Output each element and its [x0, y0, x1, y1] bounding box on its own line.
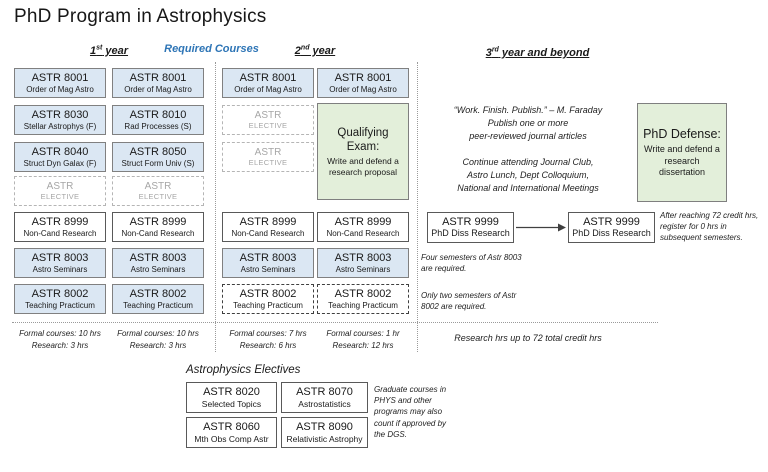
- course-box-astr8010: [112, 105, 204, 135]
- spacer: [433, 143, 623, 156]
- note-astr8002-semesters: Only two semesters of Astr 8002 are required.: [421, 291, 517, 312]
- phd-defense-title: PhD Defense:: [643, 126, 721, 141]
- course-box-astr8002-y2s: [317, 284, 409, 314]
- course-code: ASTR 9999: [442, 215, 499, 228]
- credits-formal: Formal courses: 10 hrs: [19, 329, 101, 338]
- electives-graduate-note: Graduate courses in PHYS and other programs may also count if approved by the DGS.: [374, 385, 447, 439]
- elective-box-y1f: [14, 176, 106, 206]
- course-name: Astrostatistics: [298, 398, 351, 409]
- course-code: ASTR 8999: [239, 215, 297, 228]
- electives-title: Astrophysics Electives: [186, 364, 301, 376]
- course-code: ASTR 8090: [296, 421, 353, 434]
- course-code: ASTR 8050: [129, 145, 187, 158]
- page-title: PhD Program in Astrophysics: [14, 6, 267, 27]
- course-code: ASTR 8003: [31, 251, 89, 264]
- course-code: ASTR 8001: [239, 71, 297, 84]
- course-code: ASTR 8999: [334, 215, 392, 228]
- required-courses-label: Required Courses: [164, 43, 259, 55]
- course-code: ASTR 8060: [203, 421, 260, 434]
- qualifying-exam-desc: Write and defend a research proposal: [327, 156, 399, 177]
- course-box-astr8999-y1f: [14, 212, 106, 242]
- elective-line2: ELECTIVE: [138, 192, 178, 202]
- course-name: Order of Mag Astro: [234, 84, 302, 94]
- elective-box-astr8060: [186, 417, 277, 448]
- course-box-astr8999-y1s: [112, 212, 204, 242]
- course-code: ASTR 8030: [31, 108, 89, 121]
- course-code: ASTR 8003: [334, 251, 392, 264]
- third-year-header: [420, 46, 655, 59]
- note-astr8003-semesters: Four semesters of Astr 8003 are required.: [421, 253, 522, 274]
- first-year-num: 1: [89, 44, 97, 57]
- course-code: ASTR 8070: [296, 386, 353, 399]
- course-code: ASTR 8002: [334, 287, 392, 300]
- phd-defense-box: [637, 103, 727, 202]
- course-code: ASTR 8002: [129, 287, 187, 300]
- course-name: Astro Seminars: [130, 264, 186, 274]
- elective-box-astr8090: [281, 417, 368, 448]
- course-code: ASTR 8001: [334, 71, 392, 84]
- qualifying-exam-box: [317, 103, 409, 200]
- course-box-astr8999-y2s: [317, 212, 409, 242]
- elective-line2: ELECTIVE: [248, 121, 288, 131]
- elective-box-y1s: [112, 176, 204, 206]
- elective-line1: ASTR: [144, 180, 172, 192]
- faraday-quote-block: [433, 104, 623, 195]
- credits-y2s: [308, 328, 418, 352]
- diss-research-box-2: [568, 212, 655, 243]
- first-year-rest: year: [102, 44, 129, 57]
- course-box-astr8002-y1f: [14, 284, 106, 314]
- second-year-sup: nd: [300, 44, 310, 51]
- course-name: Teaching Practicum: [123, 300, 193, 310]
- elective-line1: ASTR: [254, 146, 282, 158]
- elective-box-astr8070: [281, 382, 368, 413]
- elective-box-y2f-1: [222, 105, 314, 135]
- second-year-header: [222, 44, 408, 57]
- elective-line1: ASTR: [254, 109, 282, 121]
- course-box-astr8001-y2s: [317, 68, 409, 98]
- course-code: ASTR 8999: [31, 215, 89, 228]
- third-year-rest: year and beyond: [498, 46, 590, 59]
- credits-y2f: [213, 328, 323, 352]
- course-box-astr8040: [14, 142, 106, 172]
- course-name: Non-Cand Research: [121, 228, 195, 238]
- credits-research: Research: 6 hrs: [239, 341, 297, 350]
- quote-line-3: peer-reviewed journal articles: [469, 131, 587, 142]
- course-name: Teaching Practicum: [328, 300, 398, 310]
- elective-line1: ASTR: [46, 180, 74, 192]
- continue-line-1: Continue attending Journal Club,: [462, 157, 594, 168]
- course-name: Relativistic Astrophy: [286, 433, 363, 444]
- course-name: Non-Cand Research: [326, 228, 400, 238]
- course-code: ASTR 8001: [31, 71, 89, 84]
- course-name: Astro Seminars: [32, 264, 88, 274]
- elective-box-astr8020: [186, 382, 277, 413]
- course-name: Teaching Practicum: [233, 300, 303, 310]
- course-box-astr8001-y2f: [222, 68, 314, 98]
- continue-line-3: National and International Meetings: [457, 183, 599, 194]
- third-year-num: 3: [485, 46, 492, 59]
- course-name: PhD Diss Research: [431, 228, 510, 239]
- elective-box-y2f-2: [222, 142, 314, 172]
- quote-line-1: “Work. Finish. Publish.” – M. Faraday: [453, 105, 603, 115]
- course-name: Mth Obs Comp Astr: [194, 433, 269, 444]
- course-box-astr8030: [14, 105, 106, 135]
- first-year-sup: st: [96, 44, 103, 51]
- course-box-astr8003-y2f: [222, 248, 314, 278]
- course-code: ASTR 8002: [239, 287, 297, 300]
- credits-y1f: [5, 328, 115, 352]
- elective-line2: ELECTIVE: [40, 192, 80, 202]
- second-year-rest: year: [309, 44, 336, 57]
- course-box-astr8050: [112, 142, 204, 172]
- course-name: PhD Diss Research: [572, 228, 651, 239]
- course-code: ASTR 8003: [239, 251, 297, 264]
- credits-formal: Formal courses: 7 hrs: [229, 329, 307, 338]
- third-year-sup: rd: [491, 46, 499, 53]
- course-code: ASTR 9999: [583, 215, 640, 228]
- course-box-astr8002-y2f: [222, 284, 314, 314]
- course-name: Selected Topics: [201, 398, 262, 409]
- course-code: ASTR 8003: [129, 251, 187, 264]
- diss-research-box-1: [427, 212, 514, 243]
- course-code: ASTR 8002: [31, 287, 89, 300]
- course-code: ASTR 8010: [129, 108, 187, 121]
- course-name: Astro Seminars: [335, 264, 391, 274]
- research-total-note: Research hrs up to 72 total credit hrs: [454, 333, 602, 343]
- course-box-astr8002-y1s: [112, 284, 204, 314]
- course-box-astr8999-y2f: [222, 212, 314, 242]
- course-name: Order of Mag Astro: [124, 84, 192, 94]
- credits-research: Research: 3 hrs: [31, 341, 89, 350]
- course-name: Stellar Astrophys (F): [23, 121, 97, 131]
- course-name: Non-Cand Research: [23, 228, 97, 238]
- course-name: Astro Seminars: [240, 264, 296, 274]
- quote-line-2: Publish one or more: [487, 118, 569, 129]
- credits-research: Research: 3 hrs: [129, 341, 187, 350]
- credits-y1s: [103, 328, 213, 352]
- arrow-icon: [516, 222, 566, 233]
- second-year-num: 2: [294, 44, 301, 57]
- credits-formal: Formal courses: 1 hr: [326, 329, 400, 338]
- divider-credits-line: [12, 322, 658, 323]
- course-name: Struct Dyn Galax (F): [23, 158, 97, 168]
- elective-line2: ELECTIVE: [248, 158, 288, 168]
- course-code: ASTR 8999: [129, 215, 187, 228]
- course-box-astr8003-y1f: [14, 248, 106, 278]
- divider-year2-year3: [417, 62, 418, 352]
- course-code: ASTR 8001: [129, 71, 187, 84]
- phd-defense-desc: Write and defend a research dissertation: [644, 144, 720, 177]
- course-name: Order of Mag Astro: [26, 84, 94, 94]
- course-code: ASTR 8040: [31, 145, 89, 158]
- credits-formal: Formal courses: 10 hrs: [117, 329, 199, 338]
- qualifying-exam-title: Qualifying Exam:: [337, 126, 389, 153]
- course-name: Teaching Practicum: [25, 300, 95, 310]
- course-box-astr8001-y1s: [112, 68, 204, 98]
- course-box-astr8003-y2s: [317, 248, 409, 278]
- after-72-credits-note: After reaching 72 credit hrs, register for 0 hrs in subsequent semesters.: [660, 211, 759, 243]
- divider-year1-year2: [215, 62, 216, 352]
- course-name: Struct Form Univ (S): [121, 158, 195, 168]
- course-box-astr8003-y1s: [112, 248, 204, 278]
- course-name: Order of Mag Astro: [329, 84, 397, 94]
- credits-research: Research: 12 hrs: [332, 341, 394, 350]
- course-code: ASTR 8020: [203, 386, 260, 399]
- course-name: Non-Cand Research: [231, 228, 305, 238]
- continue-line-2: Astro Lunch, Dept Colloquium,: [466, 170, 590, 181]
- course-name: Rad Processes (S): [124, 121, 192, 131]
- course-box-astr8001-y1f: [14, 68, 106, 98]
